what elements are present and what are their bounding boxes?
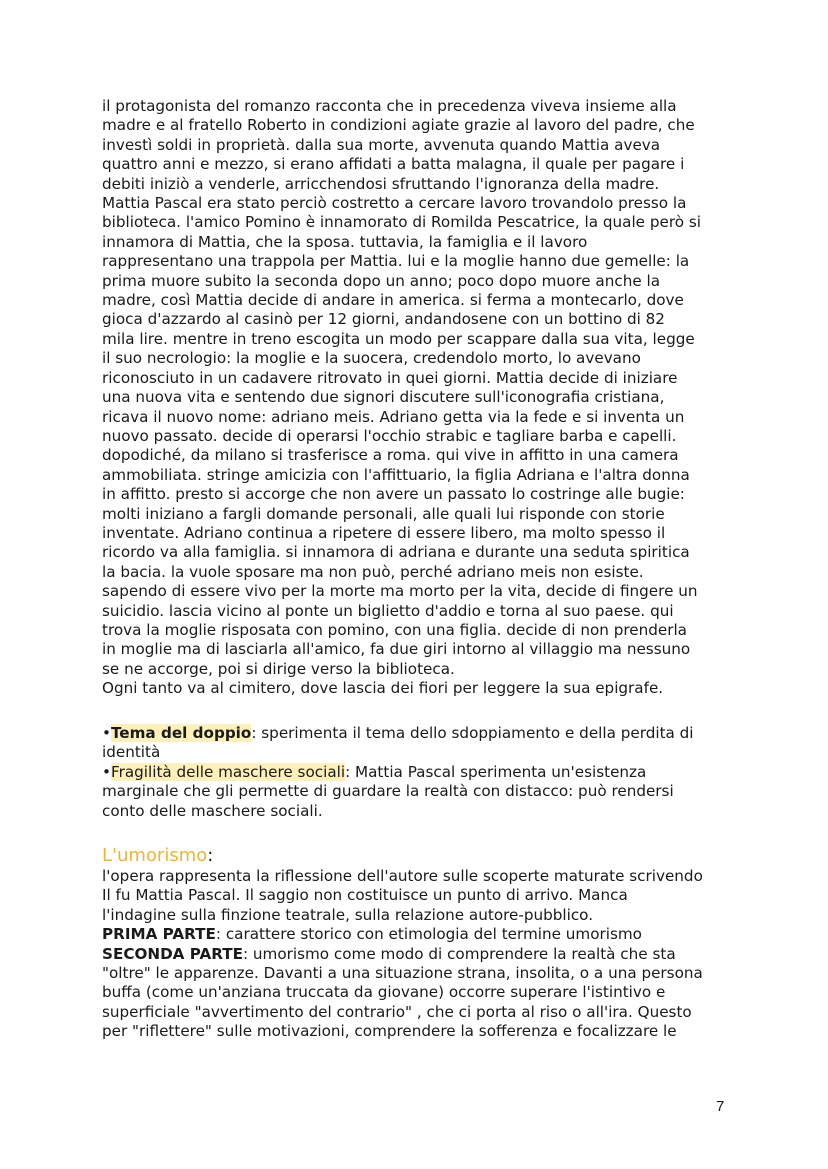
theme-doppio-text: : sperimenta il tema dello sdoppiamento e della perdita di [251,724,694,742]
plot-summary [102,97,742,699]
seconda-parte-label: SECONDA PARTE [102,944,243,963]
seconda-parte-line [102,945,742,964]
summary-line: il protagonista del romanzo racconta che in precedenza viveva insieme alla [102,97,677,115]
summary-line: la bacia. la vuole sposare ma non può, perché adriano meis non esiste. [102,562,644,581]
umorismo-section [102,845,742,1042]
summary-line: nuovo passato. decide di operarsi l'occhio strabic e tagliare barba e capelli. [102,426,677,445]
summary-line: molti iniziano a fargli domande personali, alle quali lui risponde con storie [102,504,665,523]
summary-line: quattro anni e mezzo, si erano affidati a batta malagna, il quale per pagare i [102,155,685,174]
theme-maschere-text: : Mattia Pascal sperimenta un'esistenza [345,762,647,781]
theme-maschere-text-cont: marginale che gli permette di guardare la realtà con distacco: può rendersi [102,782,674,801]
prima-parte-text: : carattere storico con etimologia del termine umorismo [215,925,642,944]
summary-line: in affitto. presto si accorge che non avere un passato lo costringe alle bugie: [102,485,685,504]
summary-line: se ne accorge, poi si dirige verso la biblioteca. [102,659,455,678]
theme-doppio-text-cont: identità [102,743,161,762]
seconda-parte-text: : umorismo come modo di comprendere la realtà che sta [242,944,676,963]
summary-line: rappresentano una trappola per Mattia. lui e la moglie hanno due gemelle: la [102,252,690,271]
umorismo-line: buffa (come un'anziana truccata da giovane) occorre superare l'istintivo e [102,983,666,1002]
section-heading [102,845,742,867]
prima-parte-label: PRIMA PARTE [102,925,216,944]
themes-section [102,724,742,821]
umorismo-line: per "riflettere" sulle motivazioni, comprendere la sofferenza e focalizzare le [102,1022,677,1041]
section-heading-text: L'umorismo [102,845,208,866]
summary-line: prima muore subito la seconda dopo un anno; poco dopo muore anche la [102,271,661,290]
summary-line: ricava il nuovo nome: adriano meis. Adriano getta via la fede e si inventa un [102,407,685,426]
prima-parte-line [102,925,742,944]
summary-line: debiti iniziò a venderle, arricchendosi sfruttando l'ignoranza della madre. [102,174,660,193]
summary-line: madre, così Mattia decide di andare in america. si ferma a montecarlo, dove [102,291,684,310]
summary-line: il suo necrologio: la moglie e la suocera, credendolo morto, lo avevano [102,349,641,368]
summary-line: sapendo di essere vivo per la morte ma morto per la vita, decide di fingere un [102,582,698,601]
summary-line: biblioteca. l'amico Pomino è innamorato di Romilda Pescatrice, la quale però si [102,213,701,232]
summary-line: in moglie ma di lasciarla all'amico, fa due giri intorno al villaggio ma nessuno [102,640,691,659]
theme-doppio [102,724,742,743]
summary-line: inventate. Adriano continua a ripetere di essere libero, ma molto spesso il [102,523,666,542]
umorismo-line: Il fu Mattia Pascal. Il saggio non costituisce un punto di arrivo. Manca [102,886,628,905]
summary-line: mila lire. mentre in treno escogita un modo per scappare dalla sua vita, legge [102,329,695,348]
summary-line: innamora di Mattia, che la sposa. tuttavia, la famiglia e il lavoro [102,232,588,251]
umorismo-line: l'opera rappresenta la riflessione dell'autore sulle scoperte maturate scrivendo [102,867,703,885]
bullet: • [102,724,111,742]
summary-line: Ogni tanto va al cimitero, dove lascia dei fiori per leggere la sua epigrafe. [102,679,664,698]
page-number: 7 [716,1098,725,1115]
theme-maschere [102,763,742,782]
bullet: • [102,762,111,781]
summary-line: ricordo va alla famiglia. si innamora di adriana e durante una seduta spiritica [102,543,690,562]
summary-line: ammobiliata. stringe amicizia con l'affittuario, la figlia Adriana e l'altra donna [102,465,690,484]
summary-line: trova la moglie risposata con pomino, con una figlia. decide di non prenderla [102,620,687,639]
theme-doppio-label: Tema del doppio [110,724,252,742]
section-heading-colon: : [207,845,214,866]
theme-maschere-label: Fragilità delle maschere sociali [110,762,346,781]
umorismo-line: superficiale "avvertimento del contrario" , che ci porta al riso o all'ira. Questo [102,1002,692,1021]
summary-line: suicidio. lascia vicino al ponte un biglietto d'addio e torna al suo paese. qui [102,601,674,620]
summary-line: gioca d'azzardo al casinò per 12 giorni, andandosene con un bottino di 82 [102,310,665,329]
summary-line: madre e al fratello Roberto in condizioni agiate grazie al lavoro del padre, che [102,116,695,135]
summary-line: una nuova vita e sentendo due signori discutere sull'iconografia cristiana, [102,388,665,407]
summary-line: investì soldi in proprietà. dalla sua morte, avvenuta quando Mattia aveva [102,135,661,154]
theme-maschere-text-cont: conto delle maschere sociali. [102,801,323,820]
summary-line: Mattia Pascal era stato perciò costretto a cercare lavoro trovandolo presso la [102,194,687,213]
summary-line: dopodiché, da milano si trasferisce a roma. qui vive in affitto in una camera [102,446,679,465]
umorismo-line: l'indagine sulla finzione teatrale, sulla relazione autore-pubblico. [102,905,594,924]
umorismo-line: "oltre" le apparenze. Davanti a una situazione strana, insolita, o a una persona [102,964,703,983]
summary-line: riconosciuto in un cadavere ritrovato in quei giorni. Mattia decide di iniziare [102,368,678,387]
